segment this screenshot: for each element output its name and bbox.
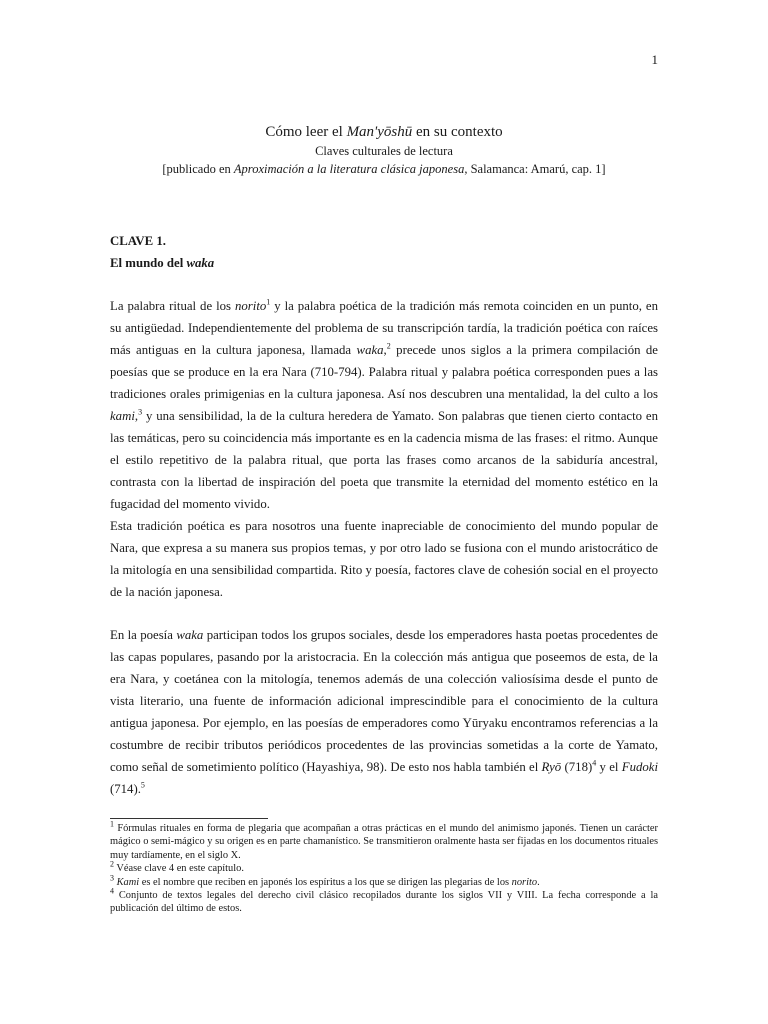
publication-note: [publicado en Aproximación a la literatura clásica japonesa, Salamanca: Amarú, cap. 1] — [162, 162, 606, 176]
footnotes — [110, 819, 658, 916]
section-title: El mundo del waka — [110, 256, 215, 270]
footnote-4: $^4$ Conjunto de textos legales del derecho civil clásico recopilados durante los siglos VII y VIII. La fecha corresponde a la publicación del último de estos. — [110, 886, 658, 915]
footnote-3: $^3$ Kami es el nombre que reciben en japonés los espíritus a los que se dirigen las plegarias de los norito. — [110, 873, 540, 888]
paragraph-3: En la poesía waka participan todos los grupos sociales, desde los emperadores hasta poetas procedentes de las capas populares, pasando por la aristocracia. En la colección más antigua que poseemos de esta, de la era Nara, y coetánea con la mitología, tenemos además de una colección valiosísima desde el punto de vista literario, una fuente de información adicional imprescindible para el conocimiento de la cultura antigua japonesa. Por ejemplo, en las poesías de emperadores como Yūryaku encontramos referencias a la costumbre de recibir tributos periódicos procedentes de las provincias sometidas a la corte de Yamato, como señal de sometimiento político (Hayashiya, 98). De esto nos habla también el Ryō $(718)^4$ y el Fudoki (714).$^5$ — [110, 628, 658, 796]
document-title: Cómo leer el Man'yōshū en su contexto — [265, 124, 503, 140]
document-subtitle: Claves culturales de lectura — [315, 144, 453, 158]
body-text-2 — [110, 624, 658, 800]
paragraph-1: La palabra ritual de los norito$^1$ y la palabra poética de la tradición más remota coinciden en un punto, en su antigüedad. Independientemente del problema de su transcripción tardía, la tradición poética con raíces más antiguas en la cultura japonesa, llamada waka,$^2$ precede unos siglos a la primera compilación de poesías que se produce en la era Nara (710-794). Palabra ritual y palabra poética corresponden pues a las tradiciones orales primigenias en la cultura japonesa. Así nos descubren una mentalidad, la del culto a los kami,$^3$ y una sensibilidad, la de la cultura heredera de Yamato. Son palabras que tienen cierto contacto en las temáticas, pero su coincidencia más importante es en la cadencia misma de las frases: el ritmo. Aunque el estilo repetitivo de la palabra ritual, que porta las frases como arcanos de la sabiduría ancestral, contrasta con la libertad de inspiración del poeta que transmite la eternidad del momento estético en la fugacidad del momento vivido. — [110, 297, 658, 511]
document-header — [0, 122, 768, 178]
page-number: 1 — [651, 52, 658, 67]
footnote-divider — [110, 818, 268, 819]
footnote-2: $^2$ Véase clave 4 en este capítulo. — [110, 859, 244, 875]
section-heading — [110, 230, 214, 274]
body-text — [110, 295, 658, 603]
section-number: CLAVE 1. — [110, 234, 166, 248]
paragraph-2: Esta tradición poética es para nosotros una fuente inapreciable de conocimiento del mundo popular de Nara, que expresa a su manera sus propios temas, y por otro lado se fusiona con el mundo aristocrático de la mitología en una sensibilidad compartida. Rito y poesía, factores clave de cohesión social en el proyecto de la nación japonesa. — [110, 519, 658, 599]
footnote-1: $^1$ Fórmulas rituales en forma de plegaria que acompañan a otras prácticas en el mundo del animismo japonés. Tienen un carácter mágico o semi-mágico y su origen es en parte chamanístico. Se transmitieron oralmente hasta ser fijadas en los documentos rituales muy tardíamente, en el siglo X. — [110, 819, 658, 861]
